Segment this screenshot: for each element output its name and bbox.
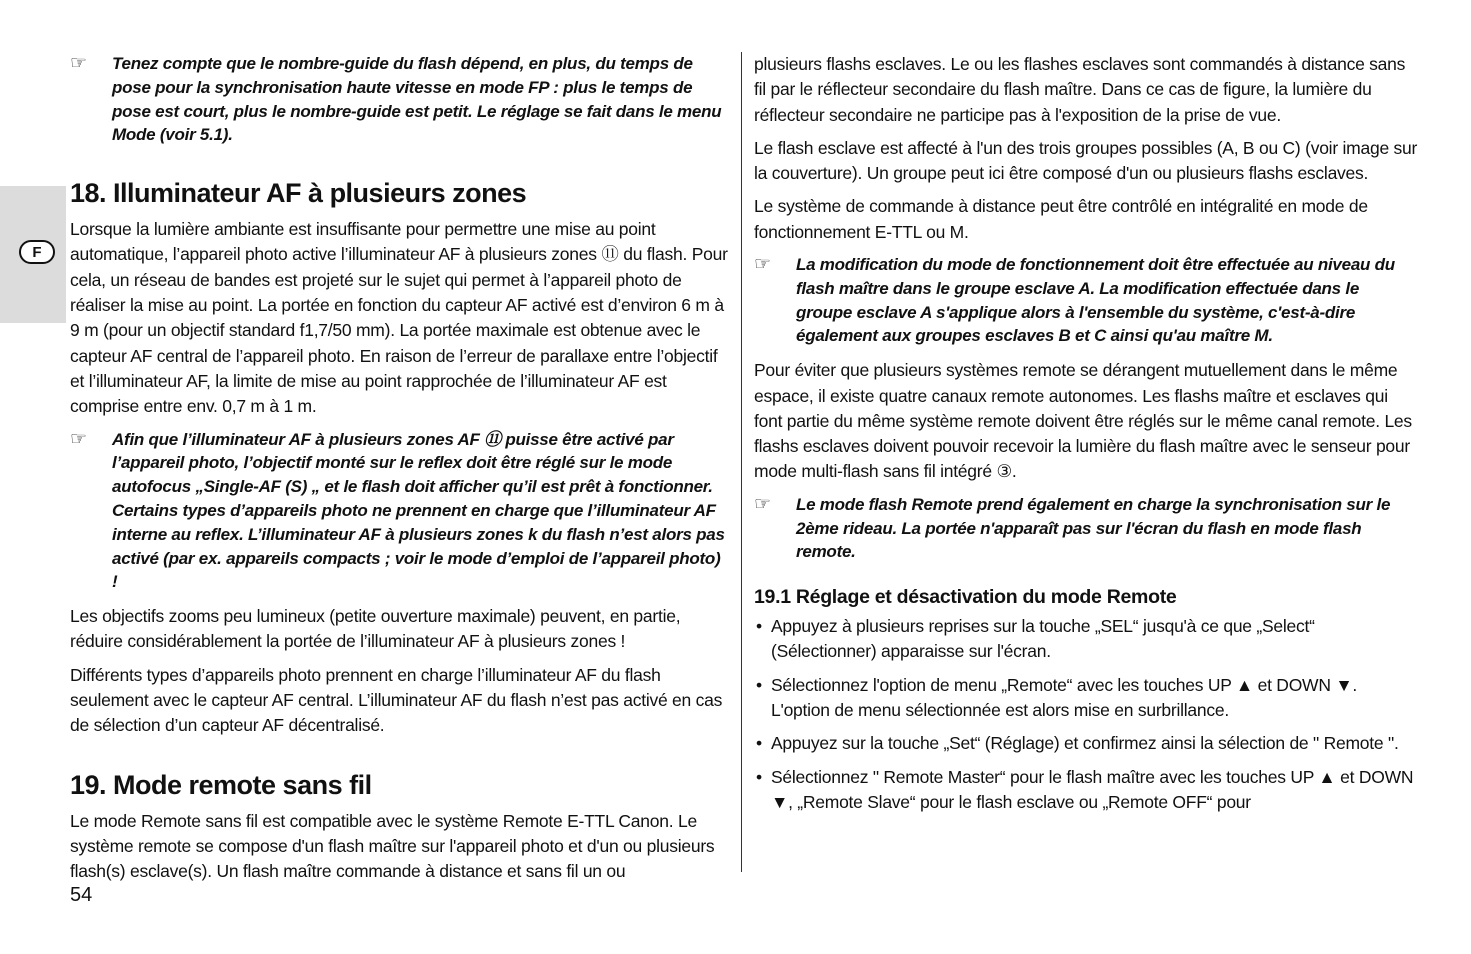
note-top-text: Tenez compte que le nombre-guide du flash dépend, en plus, du temps de pose pour la synchronisation haute vitesse en mode FP : plus le temps de pose est court, plus le nombre-guide est petit. Le réglage se fait dans le menu Mode (voir 5.1). [112,54,722,145]
note-r-1-text: La modification du mode de fonctionnement doit être effectuée au niveau du flash maître dans le groupe esclave A. La modification effectuée dans le groupe esclave A s'applique alors à l'ensemble du système, c'est-à-dire également aux groupes esclaves B et C ainsi qu'au maître M. [796,255,1395,346]
note-r-2 [754,493,1419,564]
note-r-1 [754,253,1419,348]
bullet-icon: • [756,616,762,637]
note-18 [70,428,730,595]
right-column [754,52,1419,823]
note-r-2-text: Le mode flash Remote prend également en charge la synchronisation sur le 2ème rideau. La portée n'apparaît pas sur l'écran du flash en mode flash remote. [796,494,1391,562]
bullet-item [754,673,1419,724]
page-number: 54 [70,884,93,906]
heading-18: 18. Illuminateur AF à plusieurs zones [70,178,527,209]
bullet-text: Appuyez sur la touche „Set“ (Réglage) et confirmez ainsi la sélection de " Remote ". [771,733,1399,754]
paragraph-18-1: Lorsque la lumière ambiante est insuffisante pour permettre une mise au point automatique, l’appareil photo active l’illuminateur AF à plusieurs zones ⑪ du flash. Pour cela, un réseau de bandes est projeté sur le sujet qui permet à l’appareil photo de réaliser la mise au point. La portée en fonction du capteur AF activé est d’environ 6 m à 9 m (pour un objectif standard f1,7/50 mm). La portée maximale est obtenue avec le capteur AF central de l’appareil photo. En raison de l’erreur de parallaxe entre l’objectif et l’illuminateur AF, la limite de mise au point rapprochée de l’illuminateur AF est comprise entre env. 0,7 m à 1 m. [70,219,728,417]
language-badge: F [19,240,55,264]
paragraph-19-1: Le mode Remote sans fil est compatible avec le système Remote E-TTL Canon. Le système remote se compose d'un flash maître sur l'appareil photo et d'un ou plusieurs flash(s) esclave(s). Un flash maître commande à distance et sans fil un ou [70,810,715,882]
bullet-icon: • [756,766,762,787]
paragraph-r-4: Pour éviter que plusieurs systèmes remote se dérangent mutuellement dans le même espace, il existe quatre canaux remote autonomes. Les flashs maître et esclaves qui font partie du même système remote doivent être réglés sur le même canal remote. Les flashs esclaves doivent pouvoir recevoir la lumière du flash maître avec le senseur pour mode multi-flash sans fil intégré ③. [754,360,1412,482]
bullet-item [754,731,1419,756]
paragraph-18-3: Différents types d’appareils photo prennent en charge l’illuminateur AF du flash seulement avec le capteur AF central. L’illuminateur AF du flash n’est pas activé en cas de sélection d’un capteur AF décentralisé. [70,664,723,736]
note-18-text: Afin que l’illuminateur AF à plusieurs zones AF ⑪ puisse être activé par l’appareil photo, l’objectif monté sur le reflex doit être réglé sur le mode autofocus „Single-AF (S) „ et le flash doit afficher qu’il est prêt à fonctionner. Certains types d’appareils photo ne prennent en charge que l’illuminateur AF interne au reflex. L’illuminateur AF à plusieurs zones k du flash n’est alors pas activé (par ex. appareils compacts ; voir le mode d’emploi de l’appareil photo) ! [112,429,725,592]
paragraph-18-2: Les objectifs zooms peu lumineux (petite ouverture maximale) peuvent, en partie, réduire considérablement la portée de l’illuminateur AF à plusieurs zones ! [70,606,681,652]
left-column [70,52,730,893]
pointing-hand-icon: ☞ [754,254,771,276]
bullet-icon: • [756,733,762,754]
bullet-text: Appuyez à plusieurs reprises sur la touche „SEL“ jusqu'à ce que „Select“ (Sélectionner) apparaisse sur l'écran. [771,616,1315,662]
bullet-item [754,765,1419,816]
paragraph-r-2: Le flash esclave est affecté à l'un des trois groupes possibles (A, B ou C) (voir image sur la couverture). Un groupe peut ici être composé d'un ou plusieurs flashs esclaves. [754,137,1418,184]
paragraph-r-1: plusieurs flashs esclaves. Le ou les flashes esclaves sont commandés à distance sans fil par le réflecteur secondaire du flash maître. Dans ce cas de figure, la lumière du réflecteur secondaire ne participe pas à l'exposition de la prise de vue. [754,54,1406,125]
bullet-text: Sélectionnez " Remote Master“ pour le flash maître avec les touches UP ▲ et DOWN ▼, „Remote Slave“ pour le flash esclave ou „Remote OFF“ pour [771,766,1414,812]
heading-19: 19. Mode remote sans fil [70,769,372,800]
column-divider [741,52,742,872]
note-top [70,52,730,147]
bullet-text: Sélectionnez l'option de menu „Remote“ avec les touches UP ▲ et DOWN ▼. L'option de menu sélectionnée est alors mise en surbrillance. [771,674,1358,721]
heading-19-1: 19.1 Réglage et désactivation du mode Remote [754,586,1177,609]
pointing-hand-icon: ☞ [70,53,87,74]
pointing-hand-icon: ☞ [70,428,87,450]
pointing-hand-icon: ☞ [754,493,771,515]
paragraph-r-3: Le système de commande à distance peut être contrôlé en intégralité en mode de fonctionnement E-TTL ou M. [754,196,1368,242]
bullet-item [754,614,1419,665]
bullet-icon: • [756,674,762,695]
